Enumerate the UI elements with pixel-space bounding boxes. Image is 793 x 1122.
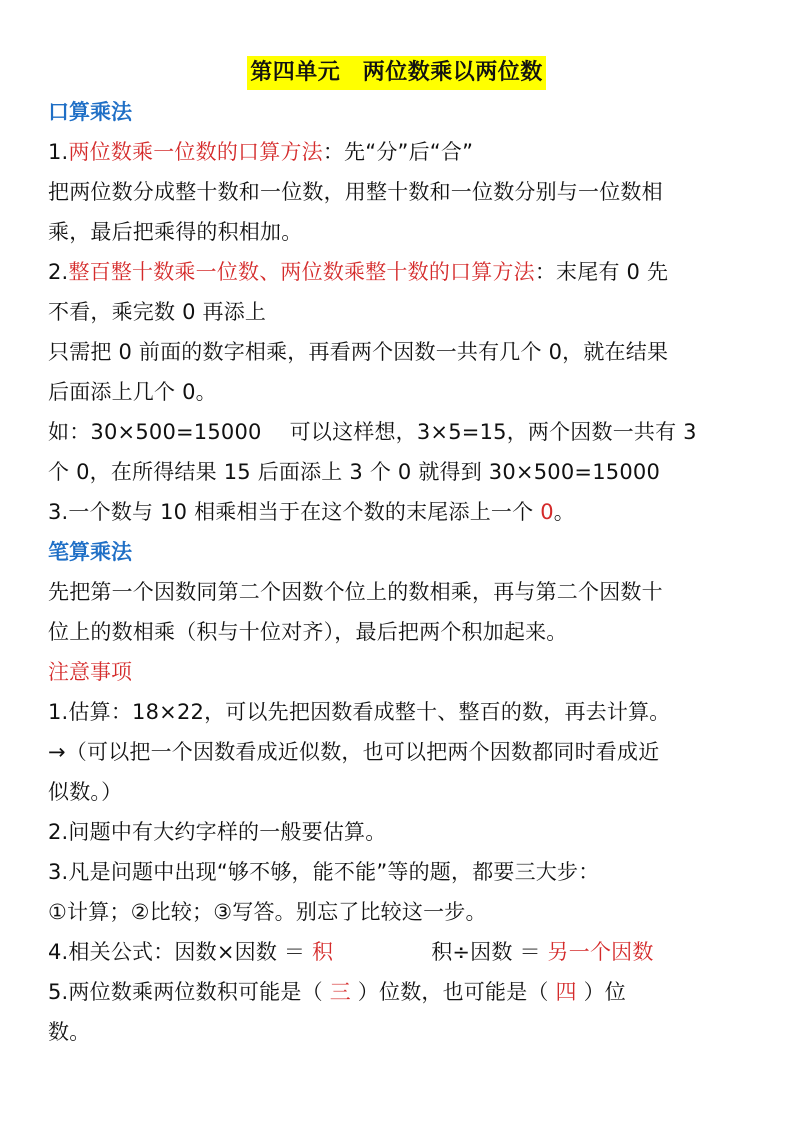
note-4: [48, 932, 748, 972]
written-rule-line-1: 先把第一个因数同第二个因数个位上的数相乘，再与第二个因数十: [48, 580, 663, 604]
formula-a: 4.相关公式：因数×因数 ＝: [48, 940, 312, 964]
title-container: [0, 56, 793, 90]
formula-a-answer: 积: [311, 940, 334, 964]
section-heading-written: 笔算乘法: [48, 540, 132, 564]
rule-text: ：末尾有 0 先: [534, 260, 669, 284]
oral-rule-1-line-3: 乘，最后把乘得的积相加。: [48, 220, 303, 244]
oral-rule-3: [48, 492, 748, 532]
rule-text: 3.一个数与 10 相乘相当于在这个数的末尾添上一个: [48, 500, 541, 524]
page-title: 第四单元 两位数乘以两位数: [247, 56, 546, 90]
note-5-text-a: 5.两位数乘两位数积可能是（: [48, 980, 330, 1004]
oral-rule-1-line-1: [48, 132, 748, 172]
answer-four: 四: [555, 980, 577, 1004]
note-2: 2.问题中有大约字样的一般要估算。: [48, 820, 387, 844]
note-5-text-c: ）位: [576, 980, 626, 1004]
section-heading-oral: 口算乘法: [48, 100, 132, 124]
rule-number: 2.: [48, 260, 69, 284]
rule-title: 两位数乘一位数的口算方法: [68, 140, 323, 164]
content-body: [48, 92, 748, 1052]
note-5-line-1: [48, 972, 748, 1012]
note-1-line-2: →（可以把一个因数看成近似数，也可以把两个因数都同时看成近: [48, 740, 660, 764]
oral-rule-2-line-1: [48, 252, 748, 292]
answer-three: 三: [329, 980, 351, 1004]
note-1-line-3: 似数。）: [48, 780, 123, 804]
note-3-line-1: 3.凡是问题中出现“够不够，能不能”等的题，都要三大步：: [48, 860, 600, 884]
rule-number: 1.: [48, 140, 69, 164]
section-heading-notes: 注意事项: [48, 660, 132, 684]
rule-end: 。: [553, 500, 575, 524]
written-rule-line-2: 位上的数相乘（积与十位对齐），最后把两个积加起来。: [48, 620, 568, 644]
oral-rule-2-line-3: 只需把 0 前面的数字相乘，再看两个因数一共有几个 0，就在结果: [48, 340, 669, 364]
oral-rule-1-line-2: 把两位数分成整十数和一位数，用整十数和一位数分别与一位数相: [48, 180, 663, 204]
note-5-text-b: ）位数，也可能是（: [350, 980, 556, 1004]
oral-rule-2-line-2: 不看，乘完数 0 再添上: [48, 300, 267, 324]
note-3-line-2: ①计算；②比较；③写答。别忘了比较这一步。: [48, 900, 487, 924]
formula-b-answer: 另一个因数: [547, 940, 654, 964]
note-5-line-2: 数。: [48, 1020, 91, 1044]
note-1-line-1: 1.估算：18×22，可以先把因数看成整十、整百的数，再去计算。: [48, 700, 671, 724]
example-line-1: 如：30×500=15000 可以这样想，3×5=15，两个因数一共有 3: [48, 420, 697, 444]
rule-text: ：先“分”后“合”: [322, 140, 474, 164]
oral-rule-2-line-4: 后面添上几个 0。: [48, 380, 217, 404]
highlight-zero: 0: [540, 500, 554, 524]
rule-title: 整百整十数乘一位数、两位数乘整十数的口算方法: [68, 260, 535, 284]
formula-b: 积÷因数 ＝: [431, 940, 548, 964]
example-line-2: 个 0，在所得结果 15 后面添上 3 个 0 就得到 30×500=15000: [48, 460, 661, 484]
